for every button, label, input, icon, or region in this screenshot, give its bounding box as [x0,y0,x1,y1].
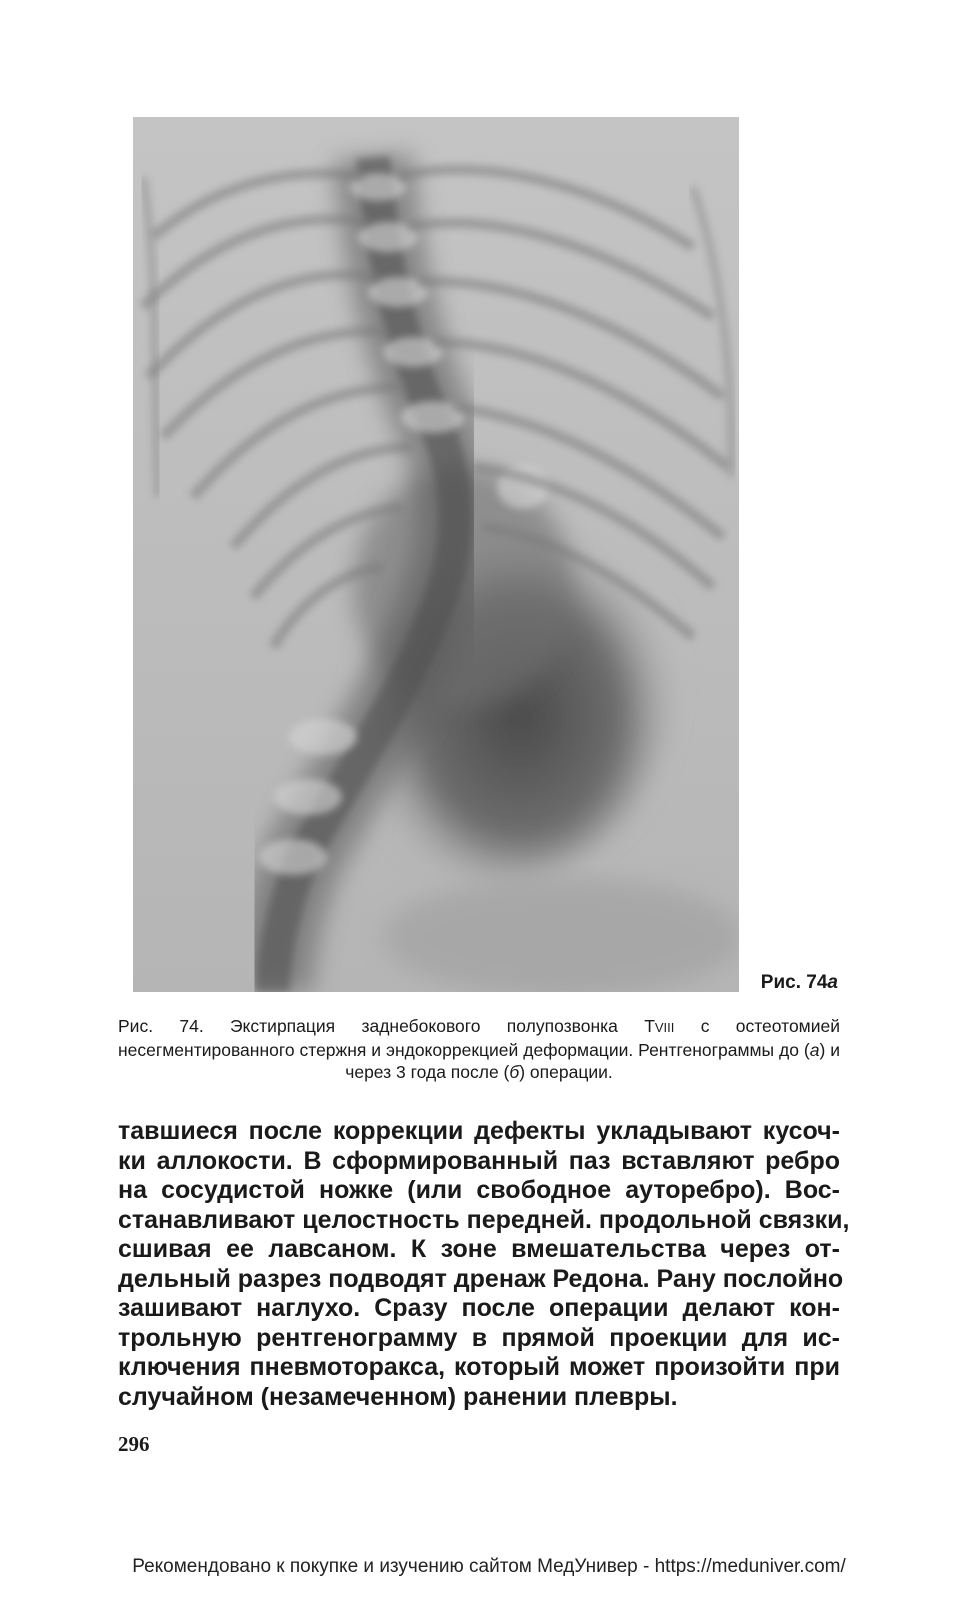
text-line: ключения пневмоторакса, который может произойти при [118,1353,840,1381]
text-line: ки аллокости. В сформированный паз вставляют ребро [118,1146,840,1175]
text-line: сшивая ее лавсаном. К зоне вмешательства через от- [118,1235,840,1263]
figure-caption: Рис. 74. Экстирпация заднебокового полупозвонка TVIII с остеотомией несегментированного стержня и эндокоррекцией деформации. Рентгенограммы до (а) и через 3 года после (б) операции. [118,1016,841,1082]
body-paragraph [118,1117,850,1412]
xray-image [133,117,739,992]
text-line: случайном (незамеченном) ранении плевры. [118,1382,678,1411]
page-number: 296 [118,1432,150,1456]
xray-figure [133,117,739,992]
text-line: на сосудистой ножке (или свободное ауторебро). Вос- [118,1176,840,1204]
footer-note: Рекомендовано к покупке и изучению сайтом МедУнивер - https://meduniver.com/ [132,1556,846,1577]
figure-label: Рис. 74а [760,972,838,993]
text-line: зашивают наглухо. Сразу после операции делают кон- [118,1294,840,1322]
text-line: тавшиеся после коррекции дефекты укладывают кусоч- [118,1117,840,1145]
text-line: трольную рентгенограмму в прямой проекции для ис- [118,1323,840,1352]
text-line: дельный разрез подводят дренаж Редона. Рану послойно [118,1264,844,1293]
text-line: станавливают целостность передней. продольной связки, [118,1205,850,1234]
